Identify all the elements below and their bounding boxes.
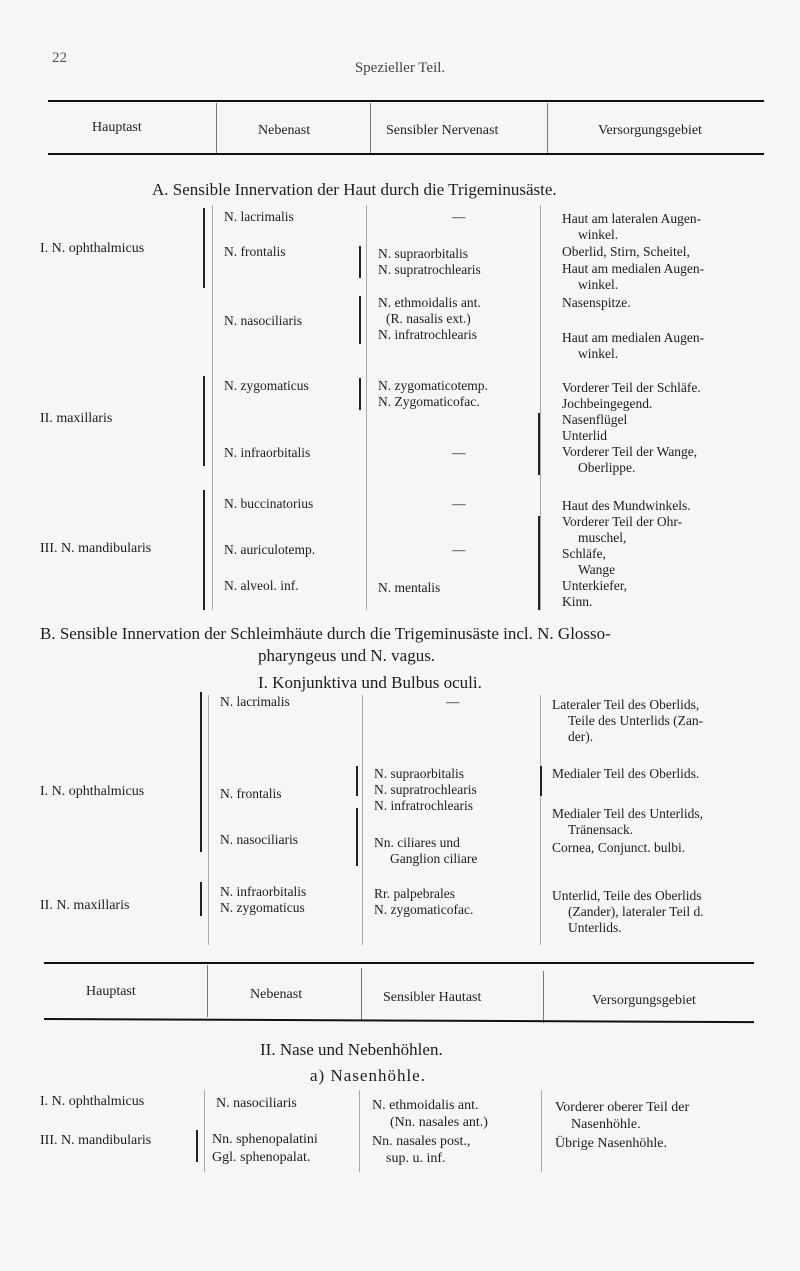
a-mand-buccinatorius-area: Haut des Mundwinkels. [562, 498, 691, 513]
a-oph-nasociliaris: N. nasociliaris [224, 313, 302, 328]
b-oph-nasociliaris-area-2: Tränensack. [568, 822, 634, 837]
a-oph-frontalis-area-1: Oberlid, Stirn, Scheitel, [562, 244, 690, 259]
section-b-title-line-2: pharyngeus und N. vagus. [258, 646, 436, 665]
brace [540, 766, 542, 796]
a-mand-auriculotemp-area-2: muschel, [578, 530, 627, 545]
header2-col-hauptast: Hauptast [86, 984, 136, 999]
b-oph-nasociliaris-sens-2: Nn. ciliares und [374, 835, 460, 850]
a-oph-nasociliaris-area-2: Haut am medialen Augen- [562, 330, 705, 345]
a-max-infraorbitalis-area-1: Nasenflügel [562, 412, 628, 427]
b-max-sens-1: Rr. palpebrales [374, 886, 455, 901]
column-divider [204, 1090, 205, 1172]
column-divider [541, 1090, 542, 1172]
a-oph-lacrimalis: N. lacrimalis [224, 209, 294, 224]
a-mand-auriculotemp-area-3: Schläfe, [562, 546, 606, 561]
a-oph-nasociliaris-area-1: Nasenspitze. [562, 295, 631, 310]
column-divider [208, 695, 209, 945]
a-max-infraorbitalis-sens: — [452, 445, 466, 460]
a-max-infraorbitalis-area-4: Oberlippe. [578, 460, 636, 475]
brace [356, 808, 358, 866]
a-ophthalmicus-main: I. N. ophthalmicus [40, 241, 145, 256]
b-max-area-3: Unterlids. [568, 920, 622, 935]
header2-col-sensibler-hautast: Sensibler Hautast [383, 990, 482, 1005]
a-mand-auriculotemp: N. auriculotemp. [224, 542, 316, 557]
a-mand-auriculotemp-area-4: Wange [578, 562, 616, 577]
a-mand-alveol-area-1: Unterkiefer, [562, 578, 628, 593]
header-col-hauptast: Hauptast [92, 120, 142, 135]
header2-col-nebenast: Nebenast [250, 987, 303, 1002]
running-head: Spezieller Teil. [354, 60, 446, 76]
nase-mand-sphenopalatini: Nn. sphenopalatini [212, 1132, 318, 1147]
column-divider [212, 205, 213, 610]
brace [203, 376, 205, 466]
nase-oph-nasociliaris: N. nasociliaris [216, 1096, 297, 1111]
b-oph-frontalis: N. frontalis [220, 786, 282, 801]
a-oph-nasociliaris-sens-3: N. infratrochlearis [378, 327, 477, 342]
nase-mandibularis-main: III. N. mandibularis [40, 1133, 152, 1148]
b-oph-nasociliaris-sens-1: N. infratrochlearis [374, 798, 473, 813]
b-oph-frontalis-sens-2: N. supratrochlearis [374, 782, 477, 797]
b-maxillaris-main: II. N. maxillaris [40, 898, 130, 913]
a-max-zygomaticus: N. zygomaticus [224, 378, 309, 393]
a-max-zygomaticus-sens-1: N. zygomaticotemp. [378, 378, 488, 393]
brace [538, 516, 540, 610]
a-oph-nasociliaris-area-3: winkel. [578, 346, 619, 361]
a-max-infraorbitalis: N. infraorbitalis [224, 445, 311, 460]
brace [356, 766, 358, 796]
brace [538, 413, 540, 475]
a-oph-lacrimalis-sens: — [452, 209, 466, 224]
a-max-infraorbitalis-area-3: Vorderer Teil der Wange, [562, 444, 698, 459]
header2-top-rule [44, 962, 754, 964]
header2-col-versorgungsgebiet: Versorgungsgebiet [592, 993, 696, 1008]
a-oph-nasociliaris-sens-2: (R. nasalis ext.) [386, 311, 471, 326]
b-max-sens-2: N. zygomaticofac. [374, 902, 474, 917]
header-divider [370, 103, 371, 153]
section-nase-title: II. Nase und Nebenhöhlen. [260, 1040, 443, 1059]
nase-mand-area: Übrige Nasenhöhle. [555, 1136, 667, 1151]
a-max-zygomaticus-sens-2: N. Zygomaticofac. [378, 394, 480, 409]
nase-mand-ggl: Ggl. sphenopalat. [212, 1150, 311, 1165]
b-oph-nasociliaris-area-1: Medialer Teil des Unterlids, [552, 806, 704, 821]
a-oph-lacrimalis-area-2: winkel. [578, 227, 619, 242]
header-divider [543, 971, 544, 1023]
a-mand-buccinatorius-sens: — [452, 496, 466, 511]
brace [203, 208, 205, 288]
section-a-title: A. Sensible Innervation der Haut durch die Trigeminusäste. [152, 180, 557, 199]
header2-bottom-rule [44, 1018, 754, 1023]
a-oph-lacrimalis-area-1: Haut am lateralen Augen- [562, 211, 702, 226]
a-mand-auriculotemp-sens: — [452, 542, 466, 557]
b-max-area-1: Unterlid, Teile des Oberlids [552, 888, 702, 903]
header-col-versorgungsgebiet: Versorgungsgebiet [598, 123, 702, 138]
brace [359, 246, 361, 278]
a-oph-frontalis-area-3: winkel. [578, 277, 619, 292]
a-mand-mentalis: N. mentalis [378, 580, 441, 595]
b-oph-lacrimalis-area-3: der). [568, 729, 594, 744]
column-divider [366, 205, 367, 610]
nase-oph-sens-1: N. ethmoidalis ant. [372, 1098, 479, 1113]
b-oph-lacrimalis: N. lacrimalis [220, 694, 290, 709]
a-oph-frontalis: N. frontalis [224, 244, 286, 259]
b-oph-lacrimalis-sens: — [446, 694, 460, 709]
b-oph-lacrimalis-area-1: Lateraler Teil des Oberlids, [552, 697, 700, 712]
column-divider [540, 695, 541, 945]
page-number: 22 [52, 50, 67, 66]
brace [200, 692, 202, 852]
b-oph-lacrimalis-area-2: Teile des Unterlids (Zan- [568, 713, 704, 728]
a-oph-nasociliaris-sens-1: N. ethmoidalis ant. [378, 295, 481, 310]
column-divider [540, 205, 541, 610]
a-mand-alveol-inf: N. alveol. inf. [224, 578, 299, 593]
b-oph-nasociliaris-sens-3: Ganglion ciliare [390, 851, 478, 866]
a-max-zygomaticus-area-2: Jochbeingegend. [562, 396, 653, 411]
b-max-infraorbitalis: N. infraorbitalis [220, 884, 307, 899]
header-col-sensibler-nervenast: Sensibler Nervenast [386, 123, 499, 138]
section-b-subtitle: I. Konjunktiva und Bulbus oculi. [258, 673, 482, 692]
column-divider [359, 1090, 360, 1172]
header-col-nebenast: Nebenast [258, 123, 311, 138]
a-mand-buccinatorius: N. buccinatorius [224, 496, 314, 511]
header-divider [216, 103, 217, 153]
section-b-title-line-1: B. Sensible Innervation der Schleimhäute durch die Trigeminusäste incl. N. Glosso- [40, 624, 611, 643]
header-divider [361, 968, 362, 1020]
header-divider [547, 103, 548, 153]
header-top-rule [48, 100, 764, 102]
a-oph-frontalis-sens-2: N. supratrochlearis [378, 262, 481, 277]
a-max-zygomaticus-area-1: Vorderer Teil der Schläfe. [562, 380, 701, 395]
b-oph-nasociliaris-area-3: Cornea, Conjunct. bulbi. [552, 840, 686, 855]
header-divider [207, 965, 208, 1017]
column-divider [362, 695, 363, 945]
b-oph-frontalis-sens-1: N. supraorbitalis [374, 766, 464, 781]
nase-oph-area-1: Vorderer oberer Teil der [555, 1100, 690, 1115]
nase-ophthalmicus-main: I. N. ophthalmicus [40, 1094, 145, 1109]
header-bottom-rule [48, 153, 764, 155]
nase-oph-area-2: Nasenhöhle. [571, 1117, 641, 1132]
a-oph-frontalis-sens-1: N. supraorbitalis [378, 246, 468, 261]
nase-mand-sens-1: Nn. nasales post., [372, 1134, 471, 1149]
brace [196, 1130, 198, 1162]
a-mand-auriculotemp-area-1: Vorderer Teil der Ohr- [562, 514, 683, 529]
brace [200, 882, 202, 916]
brace [359, 296, 361, 344]
b-max-area-2: (Zander), lateraler Teil d. [568, 904, 704, 919]
b-ophthalmicus-main: I. N. ophthalmicus [40, 784, 145, 799]
nase-oph-sens-2: (Nn. nasales ant.) [390, 1115, 488, 1130]
b-oph-nasociliaris: N. nasociliaris [220, 832, 298, 847]
a-mandibularis-main: III. N. mandibularis [40, 541, 152, 556]
b-max-zygomaticus: N. zygomaticus [220, 900, 305, 915]
brace [359, 378, 361, 410]
b-oph-frontalis-area: Medialer Teil des Oberlids. [552, 766, 700, 781]
a-max-infraorbitalis-area-2: Unterlid [562, 428, 607, 443]
section-nase-subtitle: a) Nasenhöhle. [310, 1066, 426, 1085]
brace [203, 490, 205, 610]
a-maxillaris-main: II. maxillaris [40, 411, 113, 426]
a-oph-frontalis-area-2: Haut am medialen Augen- [562, 261, 705, 276]
nase-mand-sens-2: sup. u. inf. [386, 1151, 446, 1166]
a-mand-alveol-area-2: Kinn. [562, 594, 593, 609]
